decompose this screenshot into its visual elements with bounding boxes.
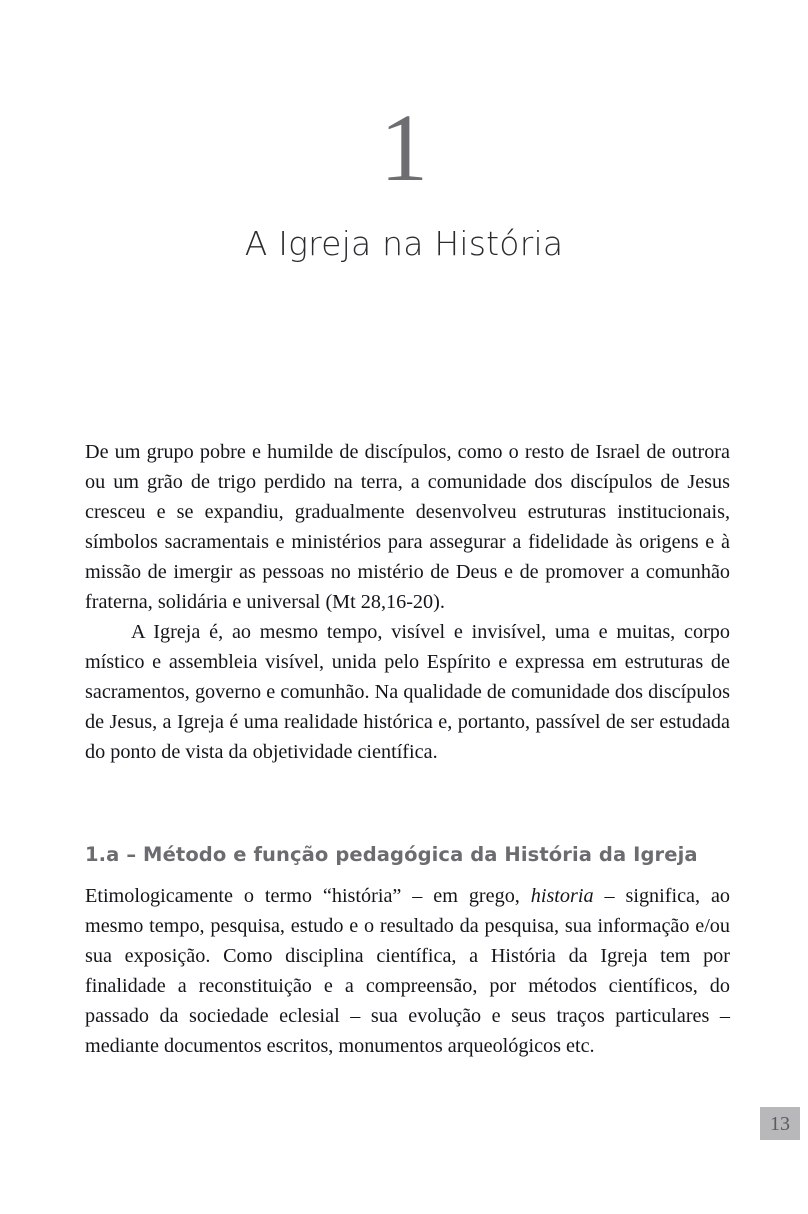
chapter-number: 1 <box>380 94 428 201</box>
chapter-title: A Igreja na História <box>244 224 564 263</box>
body-paragraph-1: De um grupo pobre e humilde de discípulos, como o resto de Israel de outrora ou um grão de trigo perdido na terra, a comunidade dos discípulos de Jesus cresceu e se expandiu, gradualmente desenvolveu estruturas institucionais, símbolos sacramentais e ministérios para assegurar a fidelidade às origens e à missão de imergir as pessoas no mistério de Deus e de promover a comunhão fraterna, solidária e universal (Mt 28,16-20). <box>85 441 730 613</box>
section-heading-1a: 1.a – Método e função pedagógica da História da Igreja <box>85 843 698 866</box>
body-paragraph-2: A Igreja é, ao mesmo tempo, visível e invisível, uma e muitas, corpo místico e assembleia visível, unida pelo Espírito e expressa em estruturas de sacramentos, governo e comunhão. Na qualidade de comunidade dos discípulos de Jesus, a Igreja é uma realidade histórica e, portanto, passível de ser estudada do ponto de vista da objetividade científica. <box>85 621 730 763</box>
page-number: 13 <box>770 1112 790 1135</box>
page-content <box>85 437 730 1061</box>
heading-spacer-bottom <box>85 866 730 881</box>
latin-term-historia: historia <box>530 885 594 907</box>
section-paragraph-part-after: – significa, ao mesmo tempo, pesquisa, estudo e o resultado da pesquisa, sua informação e/ou sua exposição. Como disciplina científica, a História da Igreja tem por finalidade a reconstituição e a compreensão, por métodos científicos, do passado da sociedade eclesial – sua evolução e seus traços particulares – mediante documentos escritos, monumentos arqueológicos etc. <box>85 885 730 1057</box>
section-paragraph-part-before: Etimologicamente o termo “história” – em grego, <box>85 885 531 907</box>
section-paragraph-1 <box>85 881 730 1061</box>
heading-spacer-top <box>85 767 730 843</box>
page-number-badge <box>760 1107 800 1140</box>
chapter-opener <box>0 0 808 263</box>
